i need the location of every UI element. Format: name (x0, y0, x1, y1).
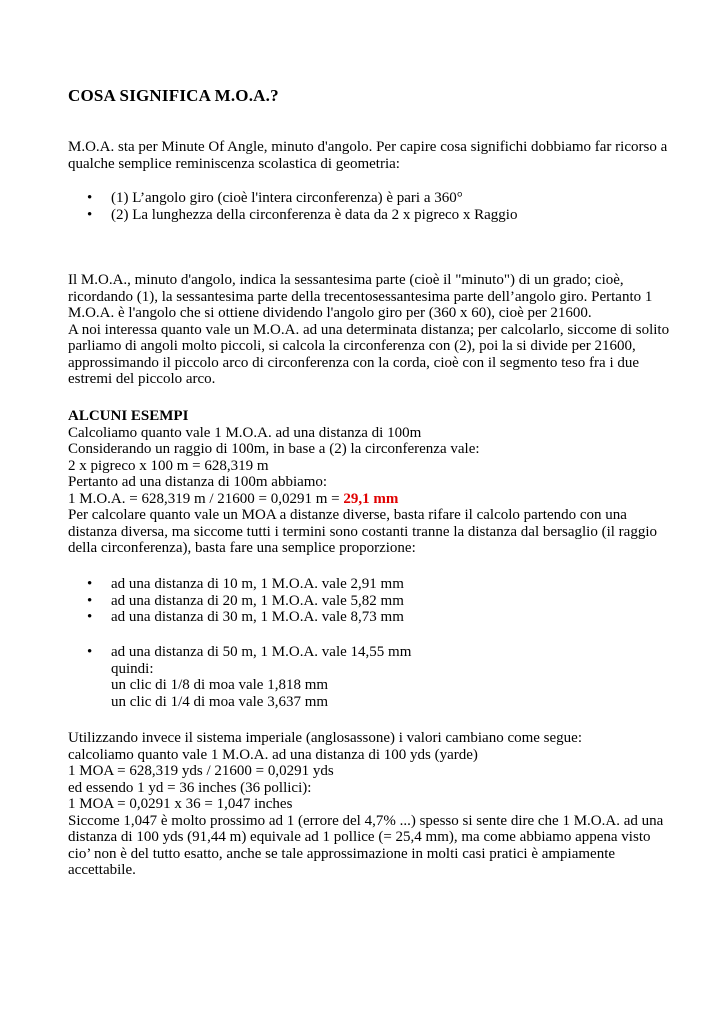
imperial-line: ed essendo 1 yd = 36 inches (36 pollici): (68, 779, 312, 796)
proportion-line: distanza diversa, ma siccome tutti i termini sono costanti tranne la distanza dal bersaglio (il raggio (68, 523, 657, 540)
imperial-line: 1 MOA = 628,319 yds / 21600 = 0,0291 yds (68, 763, 334, 779)
fact-text: (2) La lunghezza della circonferenza è data da 2 x pigreco x Raggio (111, 206, 518, 223)
bullet-icon: • (87, 644, 93, 660)
list-item (68, 609, 668, 626)
list-item (68, 190, 668, 207)
list-item (68, 207, 668, 224)
bullet-icon: • (87, 206, 93, 223)
formula-line (68, 491, 668, 508)
proportion-line: Per calcolare quanto vale un MOA a distanze diverse, basta rifare il calcolo partendo con una (68, 507, 627, 523)
facts-list (68, 190, 668, 223)
distance-text: ad una distanza di 10 m, 1 M.O.A. vale 2,91 mm (111, 576, 404, 592)
fact-text: (1) L’angolo giro (cioè l'intera circonferenza) è pari a 360° (111, 190, 463, 206)
distance-50-list (68, 644, 668, 710)
bullet-icon: • (87, 609, 93, 625)
imperial-line: Siccome 1,047 è molto prossimo ad 1 (errore del 4,7% ...) spesso si sente dire che 1 M.O.A. ad una (68, 812, 664, 829)
distance-text: ad una distanza di 50 m, 1 M.O.A. vale 14,55 mm (111, 644, 412, 660)
examples-heading: ALCUNI ESEMPI (68, 408, 189, 424)
imperial-line: cio’ non è del tutto esatto, anche se tale approssimazione in molti casi pratici è ampiamente (68, 845, 616, 862)
explanation-line: M.O.A. è l'angolo che si ottiene dividendo l'angolo giro per (360 x 60), cioè per 21600. (68, 305, 592, 321)
bullet-icon: • (87, 592, 93, 609)
explanation-line: approssimando il piccolo arco di circonferenza con la corda, cioè con il segmento teso fra i due (68, 354, 640, 371)
explanation-line: Il M.O.A., minuto d'angolo, indica la sessantesima parte (cioè il "minuto") di un grado; cioè, (68, 272, 624, 288)
example-line: Calcoliamo quanto vale 1 M.O.A. ad una distanza di 100m (68, 424, 422, 441)
list-item (68, 644, 668, 710)
examples-section (68, 408, 668, 557)
proportion-line: della circonferenza), basta fare una semplice proporzione: (68, 540, 416, 556)
imperial-line: distanza di 100 yds (91,44 m) equivale ad 1 pollice (= 25,4 mm), ma come abbiamo appena visto (68, 829, 651, 845)
intro-paragraph (68, 139, 668, 172)
explanation-paragraph (68, 272, 668, 388)
explanation-line: ricordando (1), la sessantesima parte della trecentosessantesima parte dell’angolo giro. Pertanto 1 (68, 288, 653, 305)
example-line: Considerando un raggio di 100m, in base a (2) la circonferenza vale: (68, 441, 480, 457)
distances-list (68, 576, 668, 626)
formula-result: 29,1 mm (343, 490, 399, 507)
distance-sub-line: un clic di 1/4 di moa vale 3,637 mm (111, 693, 329, 710)
intro-line: qualche semplice reminiscenza scolastica di geometria: (68, 155, 400, 172)
list-item (68, 576, 668, 593)
imperial-line: accettabile. (68, 862, 136, 878)
bullet-icon: • (87, 576, 93, 592)
explanation-line: parliamo di angoli molto piccoli, si calcola la circonferenza con (2), poi la si divide per 21600, (68, 338, 636, 354)
imperial-paragraph (68, 730, 668, 879)
intro-line: M.O.A. sta per Minute Of Angle, minuto d'angolo. Per capire cosa significhi dobbiamo far ricorso a (68, 139, 668, 155)
distance-sub-line: quindi: (111, 660, 154, 677)
explanation-line: estremi del piccolo arco. (68, 371, 216, 387)
bullet-icon: • (87, 190, 93, 206)
list-item (68, 593, 668, 610)
distance-text: ad una distanza di 20 m, 1 M.O.A. vale 5,82 mm (111, 592, 404, 609)
example-line: 2 x pigreco x 100 m = 628,319 m (68, 457, 269, 474)
example-line: Pertanto ad una distanza di 100m abbiamo: (68, 474, 328, 490)
distance-text: ad una distanza di 30 m, 1 M.O.A. vale 8,73 mm (111, 609, 404, 625)
imperial-line: 1 MOA = 0,0291 x 36 = 1,047 inches (68, 796, 293, 812)
explanation-line: A noi interessa quanto vale un M.O.A. ad una determinata distanza; per calcolarlo, siccome di solito (68, 321, 670, 338)
page-title: COSA SIGNIFICA M.O.A.? (68, 86, 279, 105)
formula-prefix: 1 M.O.A. = 628,319 m / 21600 = 0,0291 m = (68, 490, 344, 507)
imperial-line: Utilizzando invece il sistema imperiale (anglosassone) i valori cambiano come segue: (68, 730, 582, 746)
imperial-line: calcoliamo quanto vale 1 M.O.A. ad una distanza di 100 yds (yarde) (68, 746, 478, 763)
distance-sub-line: un clic di 1/8 di moa vale 1,818 mm (111, 677, 329, 693)
